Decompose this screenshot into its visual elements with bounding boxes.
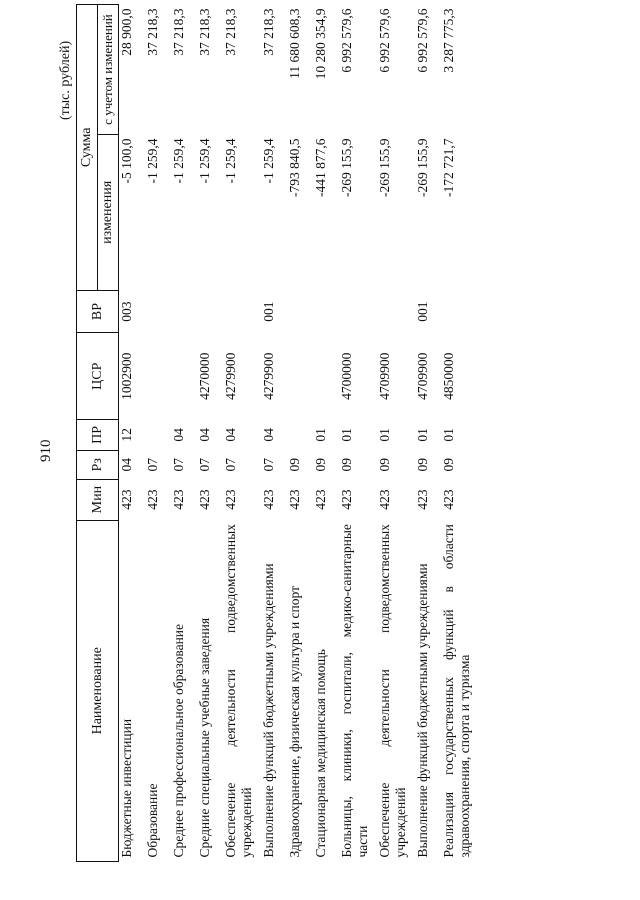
cell-name: Бюджетные инвестиции xyxy=(119,718,134,858)
cell-vr xyxy=(377,290,415,333)
cell-name: Больницы, клиники, госпитали, медико-санитарные части xyxy=(339,524,370,858)
cell-pr: 04 xyxy=(197,428,212,442)
cell-name: Стационарная медицинская помощь xyxy=(313,649,328,858)
cell-rz: 09 xyxy=(441,458,456,472)
units-label: (тыс. рублей) xyxy=(58,40,73,120)
table-row xyxy=(441,5,479,862)
cell-rz: 07 xyxy=(261,458,276,472)
cell-izm: -793 840,5 xyxy=(287,138,302,198)
cell-rz: 07 xyxy=(145,458,160,472)
cell-total: 37 218,3 xyxy=(197,8,212,56)
cell-rz: 09 xyxy=(339,458,354,472)
header-rz: Рз xyxy=(77,450,119,479)
table-row xyxy=(171,5,197,862)
cell-total: 28 900,0 xyxy=(119,8,134,56)
cell-rz: 07 xyxy=(223,458,238,472)
cell-pr: 04 xyxy=(223,428,238,442)
table-row xyxy=(377,5,415,862)
cell-min: 423 xyxy=(223,489,238,510)
cell-csr: 4700000 xyxy=(339,352,354,400)
cell-vr: 001 xyxy=(415,301,430,322)
cell-vr xyxy=(171,290,197,333)
header-s-uchetom-text: с учетом изменений xyxy=(100,14,115,125)
cell-izm: -441 877,6 xyxy=(313,138,328,198)
cell-min: 423 xyxy=(377,489,392,510)
page-number: 910 xyxy=(38,439,54,462)
cell-min: 423 xyxy=(119,489,134,510)
cell-name: Обеспечение деятельности подведомственных учреждений xyxy=(223,524,254,858)
header-s-uchetom xyxy=(98,5,119,135)
cell-csr: 4279900 xyxy=(261,352,276,400)
table-header xyxy=(77,5,119,862)
cell-vr xyxy=(223,290,261,333)
table-row xyxy=(119,5,146,862)
cell-pr xyxy=(287,419,313,450)
cell-rz: 09 xyxy=(287,458,302,472)
header-min: Мин xyxy=(77,479,119,520)
header-izmeneniya: изменения xyxy=(98,135,119,291)
cell-csr: 4270000 xyxy=(197,352,212,400)
cell-vr: 001 xyxy=(261,301,276,322)
cell-izm: -1 259,4 xyxy=(223,138,238,184)
cell-vr xyxy=(339,290,377,333)
cell-total: 37 218,3 xyxy=(145,8,160,56)
cell-name: Реализация государственных функций в области здравоохранения, спорта и туризма xyxy=(441,524,472,858)
cell-csr xyxy=(145,333,171,420)
header-vr: ВР xyxy=(77,290,119,333)
cell-vr xyxy=(441,290,479,333)
header-summa: Сумма xyxy=(77,5,98,291)
cell-total: 3 287 775,3 xyxy=(441,8,456,73)
table-row xyxy=(339,5,377,862)
cell-min: 423 xyxy=(441,489,456,510)
cell-pr: 04 xyxy=(261,428,276,442)
cell-min: 423 xyxy=(339,489,354,510)
cell-min: 423 xyxy=(145,489,160,510)
table-row xyxy=(197,5,223,862)
cell-min: 423 xyxy=(261,489,276,510)
cell-pr: 01 xyxy=(415,428,430,442)
cell-vr: 003 xyxy=(119,301,134,322)
cell-name: Выполнение функций бюджетными учреждениями xyxy=(415,563,430,858)
table-row xyxy=(223,5,261,862)
cell-izm: -1 259,4 xyxy=(197,138,212,184)
cell-pr: 01 xyxy=(441,428,456,442)
cell-min: 423 xyxy=(197,489,212,510)
cell-izm: -269 155,9 xyxy=(339,138,354,198)
cell-pr: 01 xyxy=(339,428,354,442)
table-row xyxy=(313,5,339,862)
cell-min: 423 xyxy=(313,489,328,510)
cell-min: 423 xyxy=(287,489,302,510)
cell-min: 423 xyxy=(171,489,186,510)
cell-csr: 1002900 xyxy=(119,352,134,400)
cell-izm: -172 721,7 xyxy=(441,138,456,198)
cell-total: 37 218,3 xyxy=(171,8,186,56)
cell-total: 6 992 579,6 xyxy=(415,8,430,73)
budget-table xyxy=(76,4,479,862)
cell-pr: 12 xyxy=(119,428,134,442)
cell-name: Образование xyxy=(145,783,160,858)
cell-csr xyxy=(287,333,313,420)
header-name: Наименование xyxy=(77,520,119,861)
cell-pr xyxy=(145,419,171,450)
cell-vr xyxy=(287,290,313,333)
cell-pr: 01 xyxy=(377,428,392,442)
cell-vr xyxy=(145,290,171,333)
table-body xyxy=(119,5,480,862)
cell-total: 37 218,3 xyxy=(261,8,276,56)
cell-csr: 4709900 xyxy=(377,352,392,400)
cell-vr xyxy=(313,290,339,333)
table-row xyxy=(261,5,287,862)
cell-total: 6 992 579,6 xyxy=(339,8,354,73)
header-pr: ПР xyxy=(77,419,119,450)
cell-min: 423 xyxy=(415,489,430,510)
cell-name: Выполнение функций бюджетными учреждениями xyxy=(261,563,276,858)
cell-rz: 09 xyxy=(313,458,328,472)
cell-name: Среднее профессиональное образование xyxy=(171,623,186,858)
cell-csr xyxy=(313,333,339,420)
cell-csr: 4850000 xyxy=(441,352,456,400)
cell-rz: 07 xyxy=(171,458,186,472)
cell-izm: -1 259,4 xyxy=(145,138,160,184)
cell-rz: 04 xyxy=(119,458,134,472)
cell-csr xyxy=(171,333,197,420)
cell-rz: 09 xyxy=(415,458,430,472)
cell-csr: 4709900 xyxy=(415,352,430,400)
cell-total: 6 992 579,6 xyxy=(377,8,392,73)
cell-total: 37 218,3 xyxy=(223,8,238,56)
cell-vr xyxy=(197,290,223,333)
table-row xyxy=(287,5,313,862)
cell-rz: 09 xyxy=(377,458,392,472)
cell-rz: 07 xyxy=(197,458,212,472)
cell-total: 10 280 354,9 xyxy=(313,8,328,80)
cell-pr: 01 xyxy=(313,428,328,442)
cell-csr: 4279900 xyxy=(223,352,238,400)
cell-total: 11 680 608,3 xyxy=(287,8,302,79)
cell-izm: -1 259,4 xyxy=(171,138,186,184)
cell-izm: -269 155,9 xyxy=(415,138,430,198)
cell-izm: -5 100,0 xyxy=(119,138,134,184)
cell-name: Обеспечение деятельности подведомственных учреждений xyxy=(377,524,408,858)
table-row xyxy=(145,5,171,862)
header-csr: ЦСР xyxy=(77,333,119,420)
cell-izm: -269 155,9 xyxy=(377,138,392,198)
cell-izm: -1 259,4 xyxy=(261,138,276,184)
cell-name: Здравоохранение, физическая культура и спорт xyxy=(287,586,302,858)
table-row xyxy=(415,5,441,862)
cell-pr: 04 xyxy=(171,428,186,442)
cell-name: Средние специальные учебные заведения xyxy=(197,617,212,858)
